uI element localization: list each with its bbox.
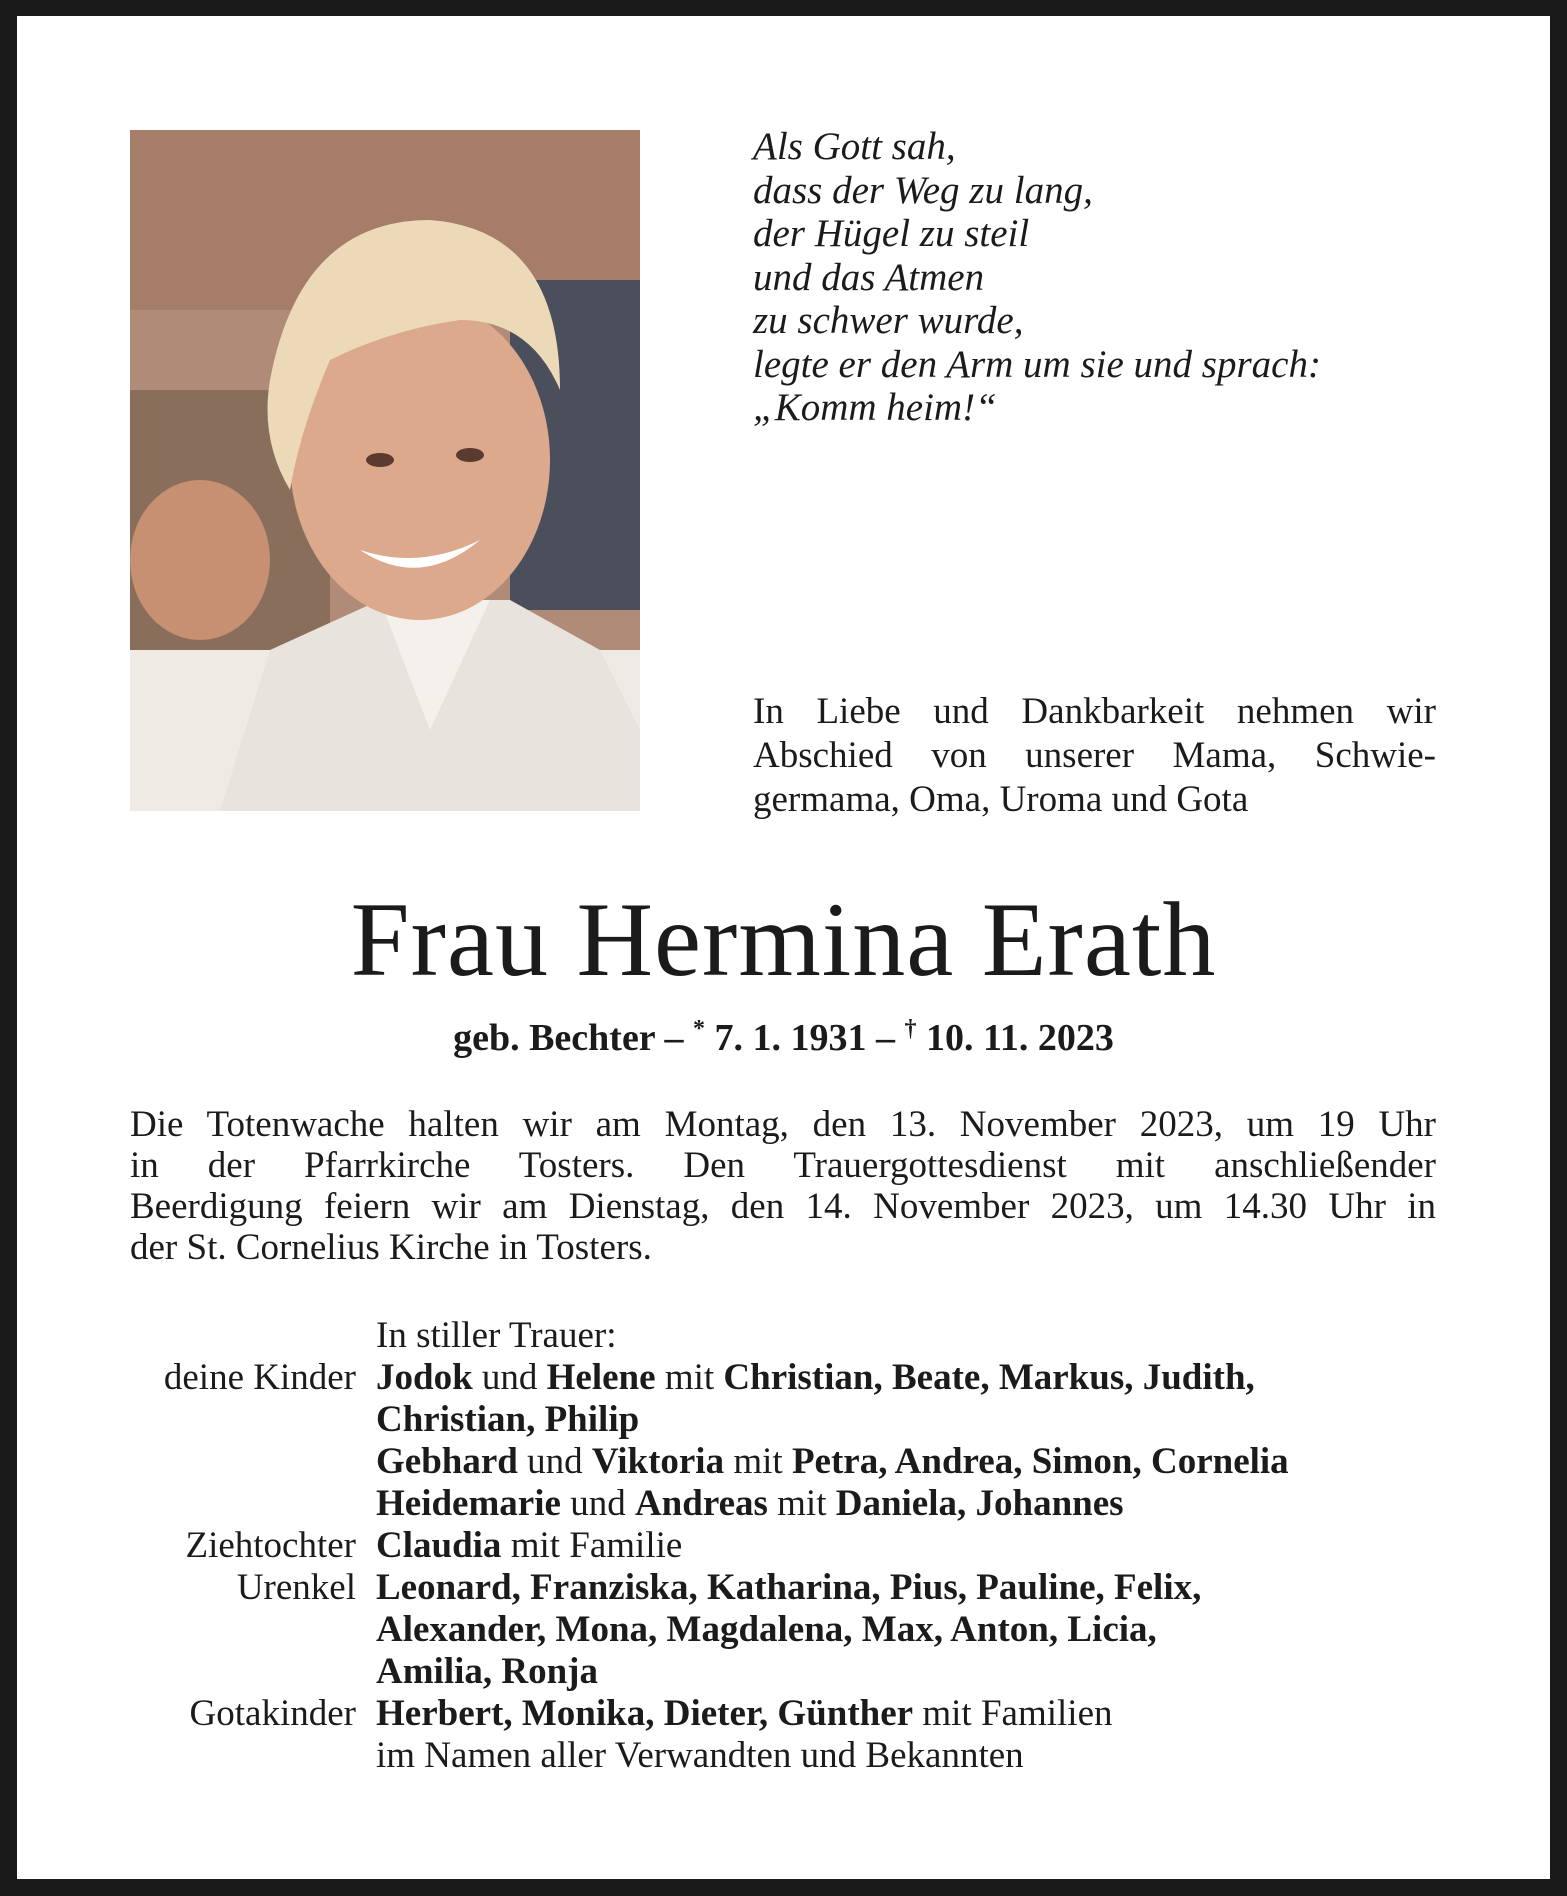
mourner-line: Alexander, Mona, Magdalena, Max, Anton, Licia, <box>376 1609 1157 1650</box>
intro-line: germama, Oma, Uroma und Gota <box>753 779 1249 820</box>
service-info <box>130 1104 1436 1268</box>
intro-line: Abschied von unserer Mama, Schwie- <box>753 735 1436 776</box>
poem-line: und das Atmen <box>753 255 985 299</box>
mourner-line: Claudia mit Familie <box>376 1525 683 1566</box>
service-line: der St. Cornelius Kirche in Tosters. <box>130 1227 652 1268</box>
service-line: in der Pfarrkirche Tosters. Den Trauergottesdienst mit anschließender <box>130 1145 1436 1186</box>
intro-line: In Liebe und Dankbarkeit nehmen wir <box>753 691 1436 732</box>
service-line: Die Totenwache halten wir am Montag, den 13. November 2023, um 19 Uhr <box>130 1104 1436 1145</box>
mourner-line: Heidemarie und Andreas mit Daniela, Johannes <box>376 1483 1124 1524</box>
mourner-line: Gebhard und Viktoria mit Petra, Andrea, Simon, Cornelia <box>376 1441 1289 1482</box>
mourner-line: Jodok und Helene mit Christian, Beate, Markus, Judith, <box>376 1357 1255 1398</box>
birth-death-line <box>0 1006 1567 1061</box>
kinder-label: deine Kinder <box>163 1357 356 1398</box>
mourner-line: Christian, Philip <box>376 1399 640 1440</box>
mourner-line: Amilia, Ronja <box>376 1651 598 1692</box>
death-date: 10. 11. 2023 <box>916 1017 1114 1059</box>
poem <box>753 125 1321 430</box>
deceased-name: Frau Hermina Erath <box>350 881 1217 998</box>
mourner-line: Herbert, Monika, Dieter, Günther mit Familien <box>376 1693 1113 1734</box>
poem-line: Als Gott sah, <box>753 125 956 168</box>
poem-line: zu schwer wurde, <box>753 299 1024 342</box>
intro-text <box>753 690 1436 822</box>
ziehtochter-label: Ziehtochter <box>185 1525 356 1566</box>
death-symbol: † <box>904 1016 917 1042</box>
birth-date: 7. 1. 1931 – <box>705 1017 905 1059</box>
portrait-photo <box>130 130 640 811</box>
poem-line: der Hügel zu steil <box>753 212 1030 255</box>
mourners-list <box>130 1315 1460 1777</box>
poem-line: dass der Weg zu lang, <box>753 168 1093 212</box>
birth-symbol: * <box>693 1016 705 1042</box>
poem-line: legte er den Arm um sie und sprach: <box>753 342 1321 386</box>
poem-line: „Komm heim!“ <box>753 386 997 429</box>
mourner-line: Leonard, Franziska, Katharina, Pius, Pauline, Felix, <box>376 1567 1202 1608</box>
maiden-name: geb. Bechter – <box>453 1017 693 1059</box>
mourners-heading: In stiller Trauer: <box>376 1315 617 1356</box>
closing-line: im Namen aller Verwandten und Bekannten <box>376 1735 1024 1776</box>
urenkel-label: Urenkel <box>236 1567 356 1608</box>
service-line: Beerdigung feiern wir am Dienstag, den 14. November 2023, um 14.30 Uhr in <box>130 1186 1436 1227</box>
gotakinder-label: Gotakinder <box>189 1693 356 1734</box>
